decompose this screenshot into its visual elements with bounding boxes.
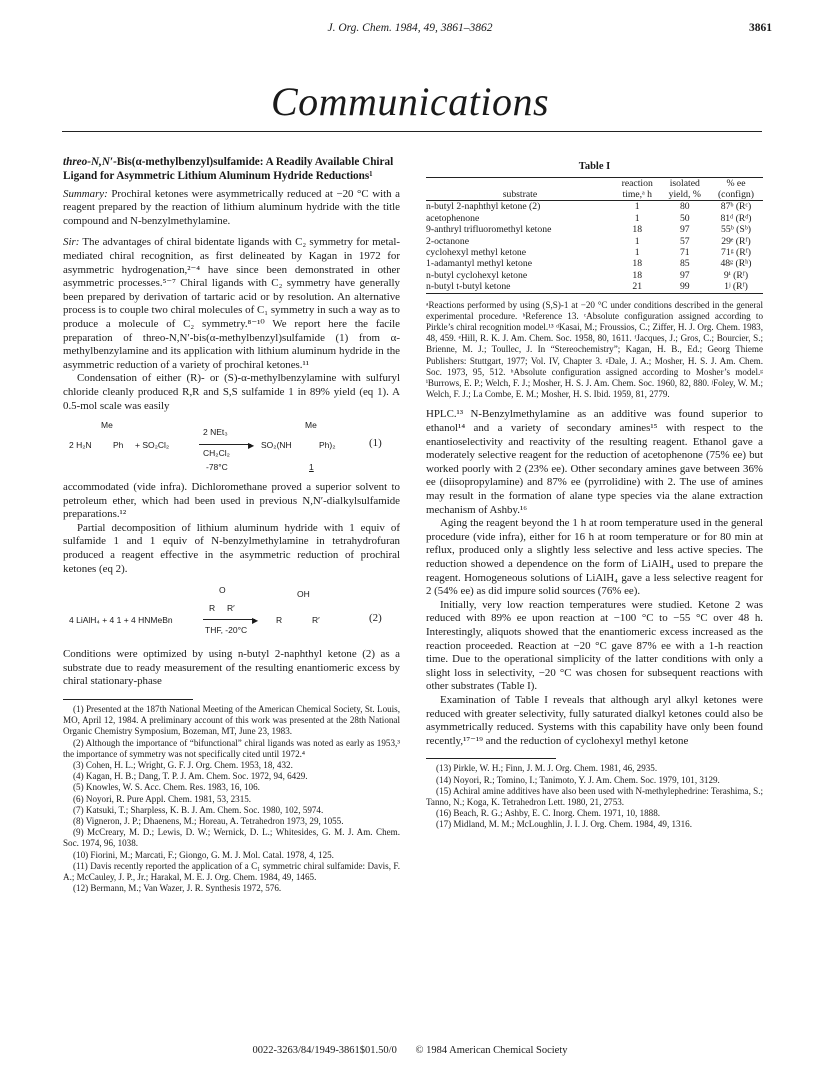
eq1-sulfuryl-chloride: + SO₂Cl₂ — [135, 440, 170, 451]
eq1-number: (1) — [369, 437, 382, 450]
footnote: (13) Pirkle, W. H.; Finn, J. M. J. Org. Chem. 1981, 46, 2935. — [436, 763, 658, 774]
cell-yield: 57 — [679, 235, 690, 247]
eq2-arrowhead: ▶ — [252, 616, 259, 626]
col-header-yield-unit: yield, % — [661, 189, 709, 201]
paragraph-6: HPLC.¹³ N-Benzylmethylamine as an additive was found superior to ethanol¹⁴ and a variety of secondary amines¹⁵ with respect to the enantioselectivity and reactivity of the resulting reagent. Ethanol gave a moderately selective reagent for the reduction of acetophenone (75% ee) but worked poorly with 2 (23% ee). Other secondary amines gave between 36% ee (diisopropylamine) and 87% ee (pyrrolidine) with 2. The use of amines may result in the formation of alane type species via the alane extraction mechanism of Ashby.¹⁶ — [426, 408, 763, 516]
cell-substrate: cyclohexyl methyl ketone — [426, 247, 527, 259]
footnote: (16) Beach, R. G.; Ashby, E. C. Inorg. Chem. 1971, 10, 1888. — [436, 808, 661, 819]
footnote: (3) Cohen, H. L.; Wright, G. F. J. Org. Chem. 1953, 18, 432. — [73, 760, 293, 771]
table-row — [426, 201, 763, 213]
paragraph-5: Conditions were optimized by using n-butyl 2-naphthyl ketone (2) as a substrate due to ready measurement of the resulting enantiomeric excess by chiral stationary-phase — [63, 648, 400, 688]
eq2-conditions: THF, -20°C — [205, 625, 248, 636]
eq1-base: 2 NEt₃ — [203, 427, 228, 438]
footnote: (14) Noyori, R.; Tomino, I.; Tanimoto, Y. J. Am. Chem. Soc. 1979, 101, 3129. — [436, 774, 720, 785]
eq1-arrowhead: ▶ — [248, 441, 255, 451]
summary-text: Prochiral ketones were asymmetrically reduced at −20 °C with a reagent prepared by the reaction of lithium aluminum hydride with the title compound and N-benzylmethylamine. — [63, 187, 400, 227]
eq1-solvent: CH₂Cl₂ — [203, 448, 230, 459]
article-code: 0022-3263/84/1949-3861$01.50/0 — [252, 1045, 397, 1056]
cell-time: 21 — [632, 281, 643, 293]
eq1-compound-label: 1 — [309, 462, 314, 473]
footnote-rule — [63, 699, 193, 700]
article-title — [63, 156, 400, 184]
table-row — [426, 258, 763, 269]
cell-yield: 71 — [679, 247, 690, 259]
eq1-arrow — [199, 444, 251, 445]
cell-time: 1 — [634, 201, 640, 213]
footnote: (9) McCreary, M. D.; Lewis, D. W.; Wernick, D. L.; Whitesides, G. M. J. Am. Chem. Soc. 1974, 96, 1038. — [63, 827, 400, 849]
cell-time: 18 — [632, 224, 643, 236]
cell-time: 1 — [634, 247, 640, 259]
footnote: (1) Presented at the 187th National Meeting of the American Chemical Society, St. Louis, MO, April 12, 1984. A preliminary account of this work was presented at the 28th National Organic Chemistry Symposium, Bozeman, MT, June 23, 1983. — [63, 704, 400, 737]
cell-substrate: n-butyl cyclohexyl ketone — [426, 269, 528, 281]
eq1-methyl-2: Me — [305, 420, 317, 431]
table-row — [426, 224, 763, 235]
table-row — [426, 270, 763, 281]
cell-yield: 80 — [679, 201, 690, 213]
col-header-substrate: substrate — [426, 177, 614, 201]
footnote: (8) Vigneron, J. P.; Dhaenens, M.; Horeau, A. Tetrahedron 1973, 29, 1055. — [73, 816, 344, 827]
cell-yield: 85 — [679, 258, 690, 270]
col-header-ee-unit: (confign) — [709, 189, 763, 201]
paragraph-2: Condensation of either (R)- or (S)-α-methylbenzylamine with sulfuryl chloride cleanly produced R,R and S,S sulfamide 1 in 89% yield (eq 1). A 0.5-mol scale was easily — [63, 372, 400, 412]
table-row — [426, 281, 763, 293]
cell-substrate: 2-octanone — [426, 235, 470, 247]
table-row — [426, 247, 763, 258]
footnote: (7) Katsuki, T.; Sharpless, K. B. J. Am. Chem. Soc. 1980, 102, 5974. — [73, 804, 324, 815]
summary — [63, 188, 400, 229]
eq2-arrow — [203, 619, 255, 620]
table-caption: Table I — [578, 161, 611, 172]
paragraph-3: accommodated (vide infra). Dichloromethane proved a superior solvent to petroleum ether, which had been used in previous N,N′-dialkylsulfamide preparations.¹² — [63, 481, 400, 521]
running-header — [0, 22, 820, 38]
footnote: (4) Kagan, H. B.; Dang, T. P. J. Am. Chem. Soc. 1972, 94, 6429. — [73, 771, 308, 782]
footnotes-right — [426, 763, 763, 830]
copyright: © 1984 American Chemical Society — [415, 1045, 568, 1056]
table-row — [426, 236, 763, 247]
footnote: (6) Noyori, R. Pure Appl. Chem. 1981, 53, 2315. — [73, 793, 252, 804]
right-column — [426, 160, 763, 831]
footnote: (15) Achiral amine additives have also been used with N-methylephedrine: Terashima, S.; Tanno, N.; Koga, K. Tetrahedron Lett. 1980, 21, 2753. — [426, 785, 763, 807]
equation-1 — [63, 417, 400, 477]
page-number: 3861 — [749, 22, 772, 34]
title-rule — [62, 131, 762, 132]
paragraph-1-text: The advantages of chiral bidentate ligands with C₂ symmetry for metal-mediated chiral recognition, as first delineated by Kagan in 1972 for asymmetric hydrogenation,²⁻⁴ have since been demonstrated in other asymmetric processes.⁵⁻⁷ Chiral ligands with C₂ symmetry have generally been prepared by derivation of tartaric acid or by resolution. An alternative process is to couple two chiral molecules of C₁ symmetry in such a way as to produce a molecule of C₂ symmetry.⁸⁻¹⁰ We report here the facile preparation of threo-N,N′-bis(α-methylbenzyl)sulfamide (1) from α-methylbenzylamine and its application with lithium aluminum hydride in the asymmetric reduction of a variety of prochiral ketones.¹¹ — [63, 236, 400, 371]
table-row — [426, 213, 763, 224]
col-header-time-unit: time,ᵃ h — [614, 189, 661, 201]
cell-ee: 81ᵈ (Rᵈ) — [720, 212, 752, 224]
eq2-ketone-r: R — [209, 603, 216, 614]
eq1-methyl-1: Me — [101, 420, 113, 431]
cell-ee: 1ʲ (Rᶠ) — [724, 281, 748, 293]
cell-ee: 9ⁱ (Rᶠ) — [723, 269, 749, 281]
equation-2 — [63, 580, 400, 644]
journal-citation: J. Org. Chem. 1984, 49, 3861–3862 — [327, 22, 493, 34]
cell-ee: 87ᵇ (Rᶜ) — [720, 201, 752, 213]
cell-substrate: 9-anthryl trifluoromethyl ketone — [426, 224, 552, 236]
sir-label: Sir: — [63, 236, 80, 249]
footnote-rule — [426, 758, 556, 759]
cell-ee: 55ᵇ (Sᵇ) — [721, 224, 751, 236]
eq2-number: (2) — [369, 612, 382, 625]
cell-yield: 97 — [679, 224, 690, 236]
eq2-product-oh: OH — [297, 589, 310, 600]
eq1-temperature: -78°C — [206, 462, 228, 473]
footnote: (2) Although the importance of “bifunctional” chiral ligands was noted as early as 1953,³ the importance of symmetry was not specifically cited until 1972.⁴ — [63, 737, 400, 759]
col-header-time: reaction — [621, 177, 653, 189]
results-table — [426, 177, 763, 294]
cell-ee: 29ᵉ (Rᶠ) — [721, 235, 751, 247]
cell-substrate: acetophenone — [426, 212, 480, 224]
eq1-reactant-amine: 2 H₂N — [69, 440, 92, 451]
footnote: (10) Fiorini, M.; Marcati, F.; Giongo, G. M. J. Mol. Catal. 1978, 4, 125. — [73, 849, 334, 860]
section-title: Communications — [270, 79, 550, 124]
cell-substrate: n-butyl 2-naphthyl ketone (2) — [426, 201, 541, 213]
eq2-reactants: 4 LiAlH₄ + 4 1 + 4 HNMeBn — [69, 615, 173, 626]
article-title-prefix: threo-N,N′- — [63, 156, 117, 168]
page-footer — [0, 1045, 820, 1056]
paragraph-4: Partial decomposition of lithium aluminum hydride with 1 equiv of sulfamide 1 and 1 equiv of N-benzylmethylamine in tetrahydrofuran produced a reagent effective in the asymmetric reduction of prochiral ketones (eq 2). — [63, 521, 400, 575]
footnote: (17) Midland, M. M.; McLoughlin, J. I. J. Org. Chem. 1984, 49, 1316. — [436, 819, 692, 830]
paragraph-7: Aging the reagent beyond the 1 h at room temperature used in the general procedure (vide infra), either for 16 h at room temperature or for 80 min at reflux, produced only a slightly less selective and less active species. The reduction showed a dependence on the form of LiAlH₄ used to prepare the reagent. Homogeneous solutions of LiAlH₄ gave a less selective reagent for 2 (54% ee) as did impure solid sources (76% ee). — [426, 517, 763, 598]
cell-time: 1 — [634, 212, 640, 224]
cell-substrate: 1-adamantyl methyl ketone — [426, 258, 532, 270]
eq2-product-r: R — [276, 615, 283, 626]
footnote: (11) Davis recently reported the application of a C₁ symmetric chiral sulfamide: Davis, F. A.; McCauley, J. P., Jr.; Harakal, M. E. J. Org. Chem. 1984, 49, 1465. — [63, 860, 400, 883]
cell-ee: 71ᵍ (Rᶠ) — [721, 247, 751, 259]
cell-yield: 50 — [679, 212, 690, 224]
cell-time: 18 — [632, 269, 643, 281]
cell-time: 18 — [632, 258, 643, 270]
col-header-ee: % ee — [726, 177, 746, 189]
paragraph-9: Examination of Table I reveals that although aryl alkyl ketones were reduced with greater selectivity, fully saturated dialkyl ketones could also be asymmetrically reduced. Systems with this capability have only been found recently,¹⁷⁻¹⁹ and the reduction of cyclohexyl methyl ketone — [426, 693, 763, 747]
paragraph-1 — [63, 236, 400, 372]
eq2-ketone-r-prime: R′ — [227, 603, 235, 614]
cell-substrate: n-butyl t-butyl ketone — [426, 281, 511, 293]
paragraph-8: Initially, very low reaction temperatures were studied. Ketone 2 was reduced with 89% ee upon reaction at −100 °C to −55 °C over 48 h. Interestingly, aliquots showed that the enantiomeric excess increased as the reaction proceeded. Reaction at −20 °C gave 87% ee with a 1-h reaction time. Due to the operational simplicity of the latter conditions with only a slight loss in selectivity, −20 °C was chosen for subsequent reactions with other substrates (Table I). — [426, 598, 763, 693]
footnote: (5) Knowles, W. S. Acc. Chem. Res. 1983, 16, 106. — [73, 782, 260, 793]
eq1-phenyl-1: Ph — [113, 440, 124, 451]
table-footnotes: ᵃReactions performed by using (S,S)-1 at −20 °C under conditions described in the general experimental procedure. ᵇReference 13. ᶜAbsolute configuration assigned according to Pirkle’s chiral recognition model.¹³ ᵈKasai, M.; Froussios, C.; Ziffer, H. J. Org. Chem. 1983, 48, 459. ᵉHill, R. K. J. Am. Chem. Soc. 1958, 80, 1611. ᶠJacques, J.; Gros, C.; Bourcier, S.; Brienne, M. J.; Toullec, J. In “Stereochemistry”; Kagan, H. B., Ed.; Georg Thieme Publishers: Stuttgart, 1977; Vol. IV, Chapter 3. ᵍDale, J. A.; Mosher, H. S. J. Am. Chem. Soc. 1973, 95, 512. ʰAbsolute configuration assigned according to Mosher’s model.ᵍ ⁱBurrows, E. P.; Welch, F. J.; Mosher, H. S. J. Am. Chem. Soc. 1960, 82, 880. ʲFoley, W. M.; Welch, F. J.; La Combe, E. M.; Mosher, H. S. Ibid. 1959, 81, 2779. — [426, 299, 763, 400]
cell-time: 1 — [634, 235, 640, 247]
left-column — [63, 156, 400, 894]
cell-yield: 99 — [679, 281, 690, 293]
footnote: (12) Bermann, M.; Van Wazer, J. R. Synthesis 1972, 576. — [73, 883, 282, 894]
col-header-yield: isolated — [669, 177, 700, 189]
summary-label: Summary: — [63, 187, 108, 200]
eq1-product-sulfamide: SO₂(NH — [261, 440, 292, 451]
eq2-product-r-prime: R′ — [312, 615, 320, 626]
eq2-ketone-oxygen: O — [219, 585, 226, 596]
eq1-phenyl-2: Ph)₂ — [319, 440, 336, 451]
cell-yield: 97 — [679, 269, 690, 281]
article-title-main: Bis(α-methylbenzyl)sulfamide: A Readily Available Chiral Ligand for Asymmetric Lithium Aluminum Hydride Reductions¹ — [63, 156, 394, 182]
cell-ee: 48ᵍ (Rʰ) — [720, 258, 752, 270]
footnotes-left — [63, 704, 400, 894]
